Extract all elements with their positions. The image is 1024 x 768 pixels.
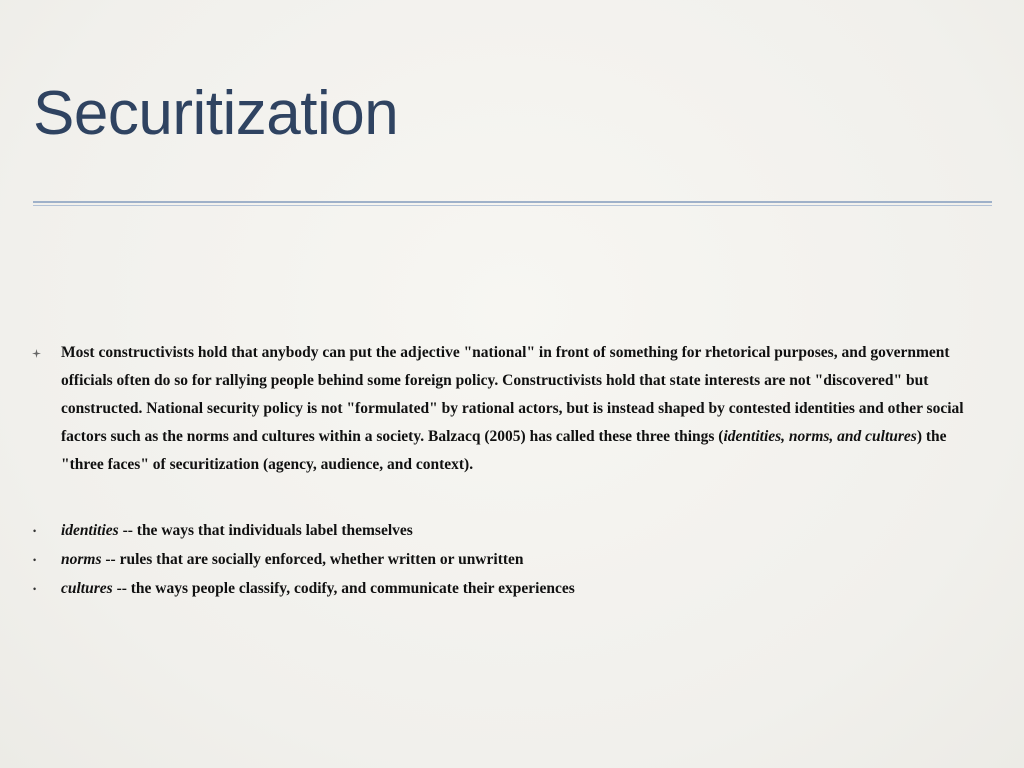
slide-body bbox=[33, 339, 988, 603]
bullet-dot-icon: • bbox=[33, 526, 37, 536]
main-bullet-italic: identities, norms, and cultures bbox=[723, 428, 917, 445]
bullet-dot-icon: • bbox=[33, 555, 37, 565]
sub-bullet-term: cultures bbox=[61, 580, 113, 597]
bullet-dot-icon: • bbox=[33, 584, 37, 594]
list-item bbox=[33, 516, 988, 545]
main-bullet-text-part1: Most constructivists hold that anybody can put the adjective "national" in front of something for rhetorical purposes, and government officials often do so for rallying people behind some foreign policy. Constructivists hold that state interests are not "discovered" but constructed. National security policy is not "formulated" by rational actors, but is instead shaped by contested identities and other social factors such as the norms and cultures within a society. Balzacq (2005) has called these three things ( bbox=[61, 344, 964, 445]
title-divider-secondary bbox=[33, 205, 992, 206]
main-bullet-item bbox=[33, 339, 988, 479]
four-point-star-icon bbox=[32, 339, 41, 367]
list-item bbox=[33, 545, 988, 574]
list-item bbox=[33, 574, 988, 603]
sub-bullet-term: identities bbox=[61, 522, 119, 539]
slide-title: Securitization bbox=[33, 79, 399, 148]
main-bullet-text-part2: ) the "three faces" of securitization (agency, audience, and context). bbox=[61, 428, 947, 473]
sub-bullet-text: -- the ways people classify, codify, and communicate their experiences bbox=[112, 580, 575, 597]
sub-bullet-term: norms bbox=[61, 551, 102, 568]
sub-bullet-text: -- rules that are socially enforced, whether written or unwritten bbox=[101, 551, 524, 568]
sub-bullet-text: -- the ways that individuals label themselves bbox=[118, 522, 413, 539]
title-divider bbox=[33, 201, 992, 203]
sub-bullet-list bbox=[33, 516, 988, 603]
